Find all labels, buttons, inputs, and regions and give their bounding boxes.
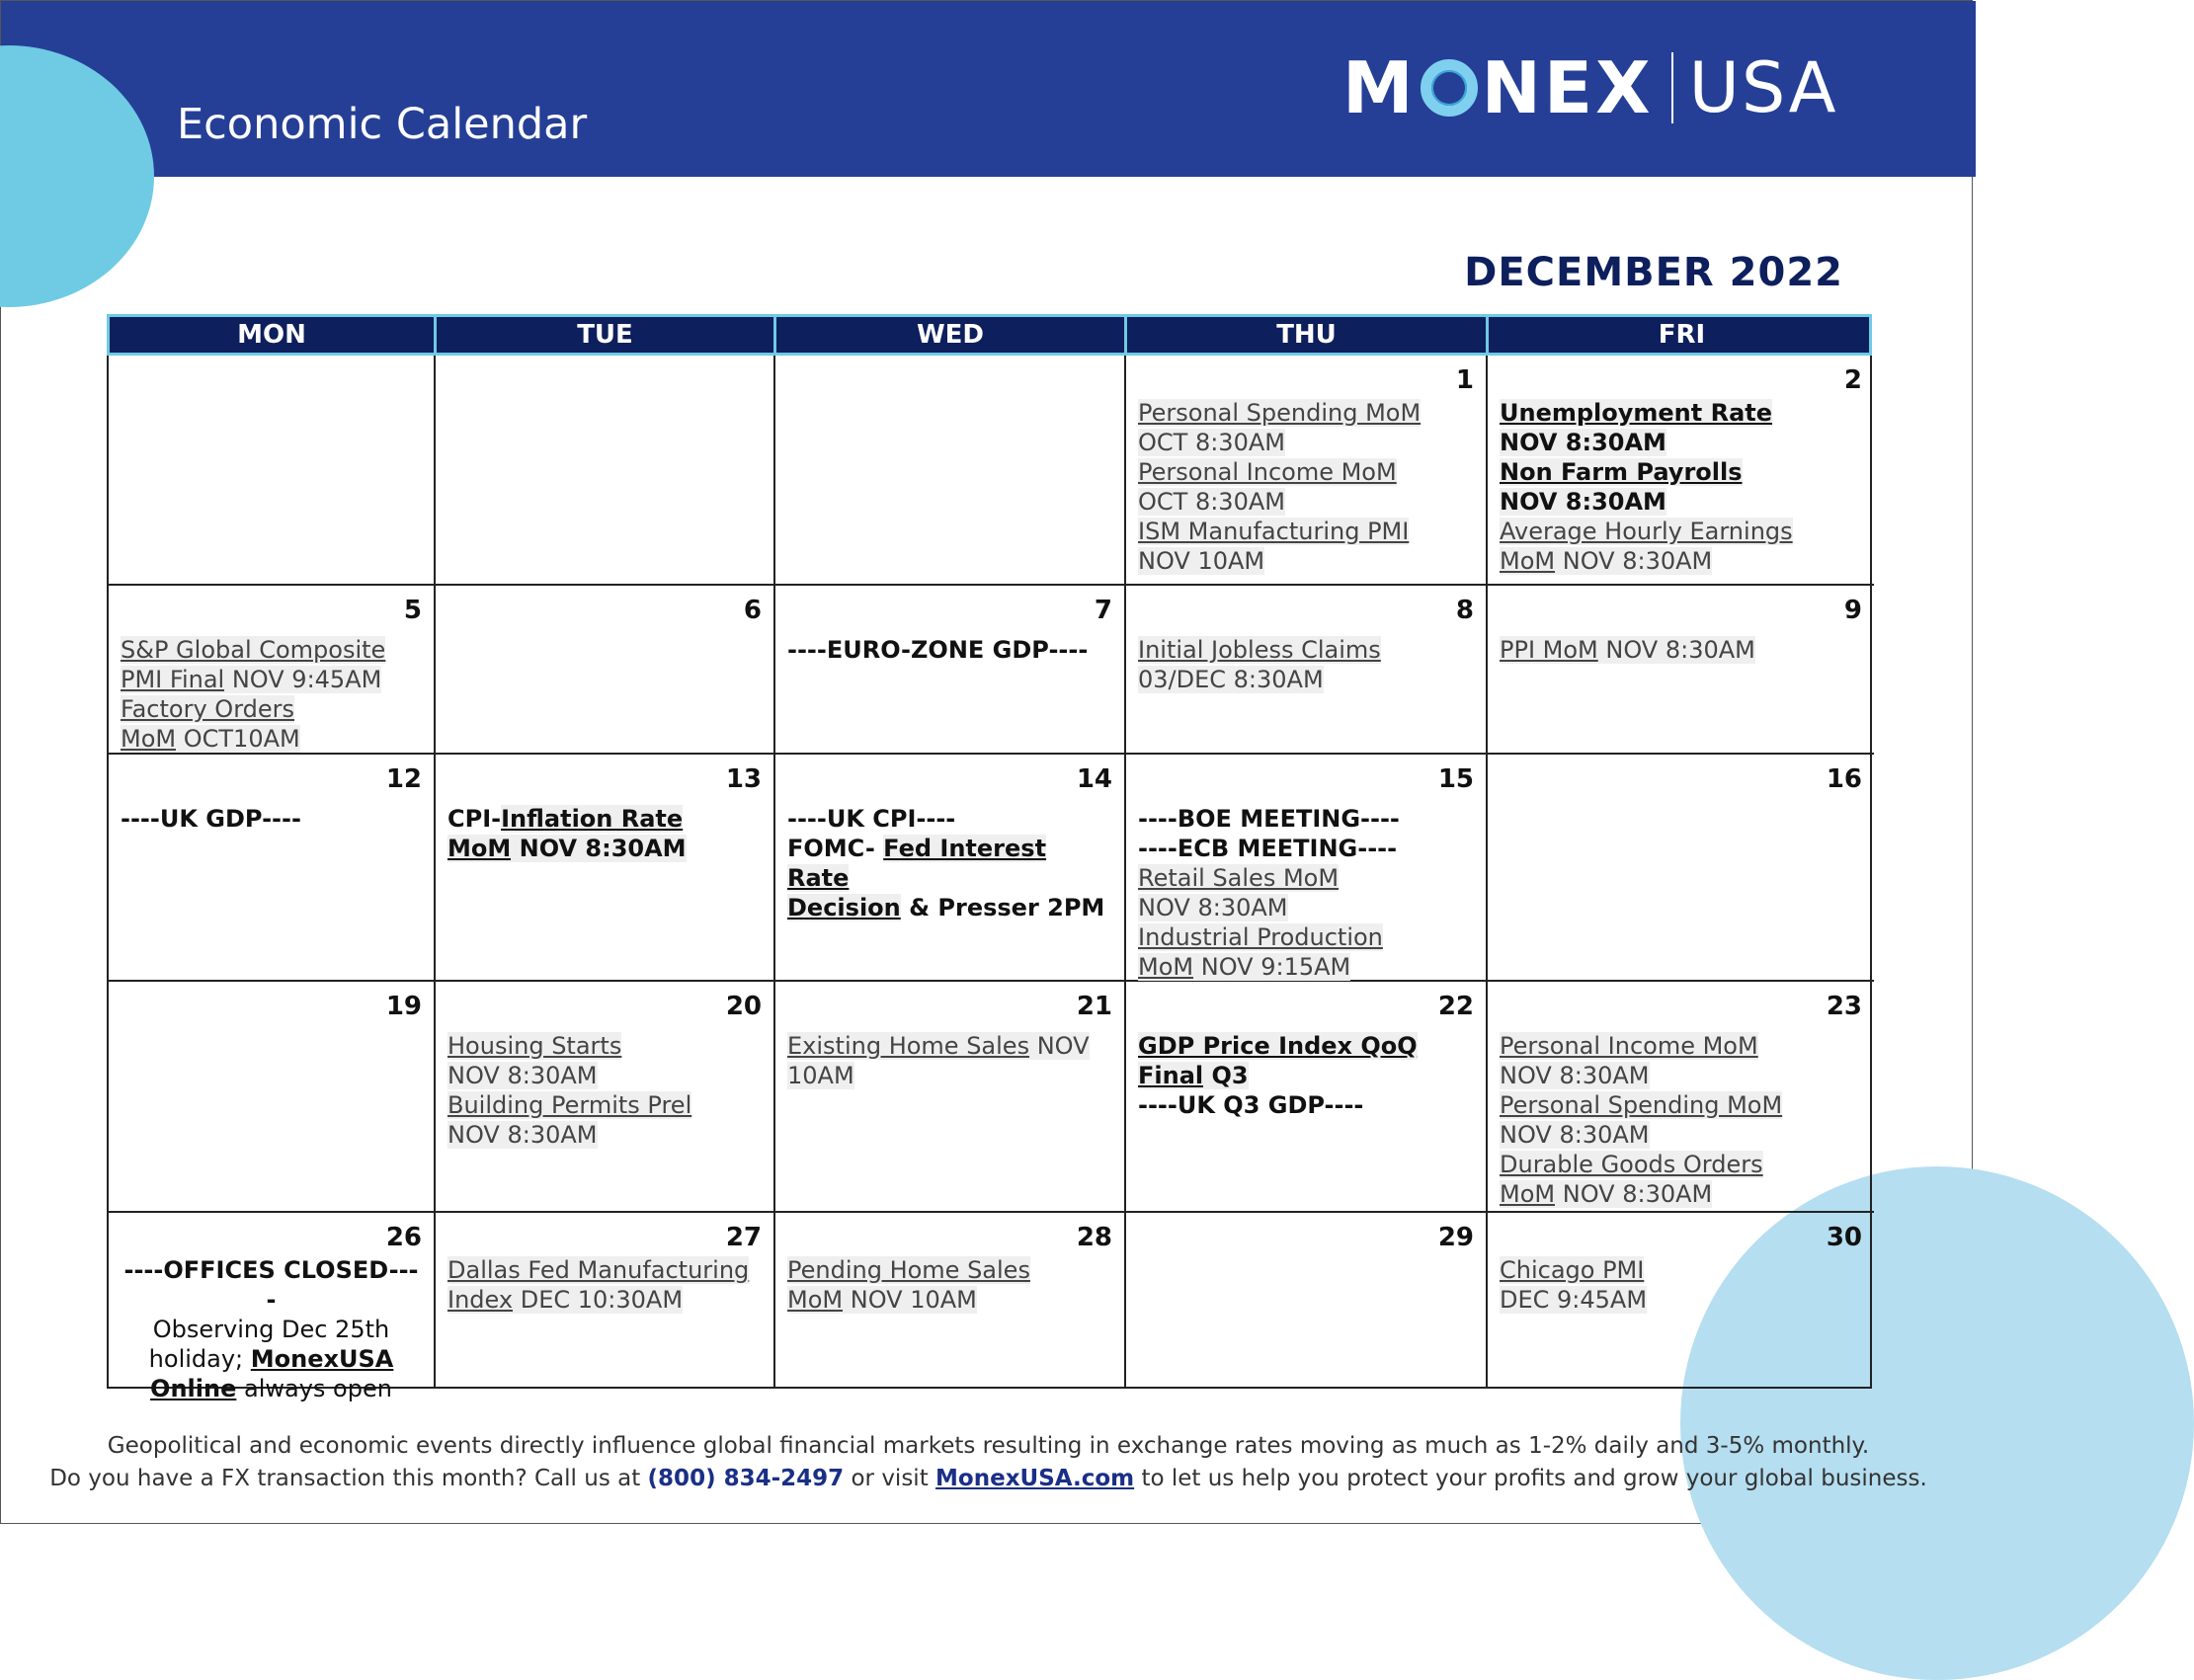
day-events: [121, 635, 422, 754]
event-time: 03/DEC 8:30AM: [1138, 666, 1324, 693]
event-link-chicago-pmi[interactable]: Chicago PMI: [1500, 1256, 1645, 1284]
day-cell-21: [775, 982, 1126, 1213]
event-time: NOV 8:30AM: [1500, 1121, 1650, 1149]
event-link-mom[interactable]: MoM: [1500, 1180, 1556, 1208]
day-cell-14: [775, 755, 1126, 982]
event-link-non-farm-payrolls[interactable]: Non Farm Payrolls: [1500, 458, 1743, 486]
day-number: 15: [1437, 764, 1474, 794]
event-link-mom[interactable]: MoM: [1138, 953, 1194, 981]
event-link-fed-interest-rate[interactable]: Fed Interest Rate: [787, 835, 1047, 892]
day-cell-9: [1488, 586, 1874, 755]
page-title: Economic Calendar: [177, 100, 588, 149]
day-cell-empty: [436, 356, 775, 586]
footer-line-1: Geopolitical and economic events directly influence global financial markets resulting in exchange rates moving as much as 1-2% daily and 3-5% monthly.: [107, 1433, 1870, 1459]
day-events: [1138, 398, 1474, 576]
day-number: 12: [385, 764, 422, 794]
day-cell-8: [1126, 586, 1488, 755]
day-events: [787, 635, 1112, 665]
event-presser: & Presser 2PM: [900, 894, 1105, 921]
calendar-grid: [107, 314, 1872, 1402]
day-events: [1500, 398, 1862, 576]
event-cpi-prefix: CPI-: [447, 805, 502, 833]
event-time: OCT10AM: [176, 725, 300, 753]
event-link-industrial-production[interactable]: Industrial Production: [1138, 923, 1383, 951]
calendar-header: [107, 314, 1872, 356]
event-link-dallas-fed-manufacturing[interactable]: Dallas Fed Manufacturing: [447, 1256, 750, 1284]
event-uk-cpi: ----UK CPI----: [787, 805, 956, 833]
day-number: 26: [385, 1223, 422, 1252]
event-note: Observing Dec 25th: [152, 1316, 390, 1343]
day-events: [1138, 1031, 1474, 1120]
website-link[interactable]: MonexUSA.com: [935, 1466, 1135, 1491]
event-time: NOV 8:30AM: [1500, 488, 1666, 516]
day-cell-5: [109, 586, 436, 755]
day-number: 9: [1843, 596, 1862, 625]
event-link-mom[interactable]: MoM: [121, 725, 177, 753]
event-time: NOV 8:30AM: [1597, 636, 1755, 664]
day-cell-empty: [775, 356, 1126, 586]
footer-text: to let us help you protect your profits and grow your global business.: [1134, 1466, 1927, 1491]
day-number: 16: [1826, 764, 1862, 794]
day-number: 7: [1094, 596, 1112, 625]
event-link-retail-sales[interactable]: Retail Sales MoM: [1138, 864, 1340, 892]
logo-divider: [1671, 52, 1673, 123]
event-note: holiday;: [148, 1345, 251, 1373]
weekday-fri: FRI: [1658, 320, 1706, 350]
day-cell-30: [1488, 1213, 1874, 1387]
day-events: [1138, 635, 1474, 694]
event-note: always open: [236, 1375, 392, 1402]
event-link-factory-orders[interactable]: Factory Orders: [121, 695, 295, 723]
event-time: NOV 8:30AM: [447, 1121, 598, 1149]
event-link-index[interactable]: Index: [447, 1286, 514, 1314]
event-link-initial-jobless-claims[interactable]: Initial Jobless Claims: [1138, 636, 1381, 664]
event-link-pending-home-sales[interactable]: Pending Home Sales: [787, 1256, 1030, 1284]
event-link-mom[interactable]: MoM: [787, 1286, 844, 1314]
event-time: NOV 9:15AM: [1193, 953, 1351, 981]
day-cell-19: [109, 982, 436, 1213]
event-time: NOV 9:45AM: [224, 666, 382, 693]
day-number: 14: [1076, 764, 1112, 794]
day-number: 22: [1437, 992, 1474, 1021]
day-cell-20: [436, 982, 775, 1213]
event-link-inflation-rate[interactable]: Inflation Rate: [501, 805, 684, 833]
day-cell-16: [1488, 755, 1874, 982]
footer: [1, 1430, 1976, 1495]
event-link-personal-spending[interactable]: Personal Spending MoM: [1138, 399, 1422, 427]
event-boe-meeting: ----BOE MEETING----: [1138, 805, 1400, 833]
day-cell-12: [109, 755, 436, 982]
day-cell-23: [1488, 982, 1874, 1213]
event-link-gdp-price-index[interactable]: GDP Price Index QoQ: [1138, 1032, 1418, 1060]
day-number: 20: [725, 992, 762, 1021]
day-events: [121, 804, 422, 834]
day-cell-6: [436, 586, 775, 755]
day-number: 30: [1826, 1223, 1862, 1252]
day-number: 28: [1076, 1223, 1112, 1252]
event-link-mom[interactable]: MoM: [1500, 547, 1556, 575]
event-time: NOV 10AM: [843, 1286, 977, 1314]
logo-text-left: M: [1342, 46, 1417, 129]
day-cell-22: [1126, 982, 1488, 1213]
event-link-sp-global-composite[interactable]: S&P Global Composite: [121, 636, 386, 664]
event-time: DEC 10:30AM: [513, 1286, 684, 1314]
footer-line-2: [1, 1463, 1976, 1495]
weekday-mon: MON: [110, 317, 437, 353]
day-events: [1500, 635, 1862, 665]
event-link-final[interactable]: Final: [1138, 1062, 1204, 1089]
day-events: [447, 1031, 762, 1150]
event-link-housing-starts[interactable]: Housing Starts: [447, 1032, 622, 1060]
day-number: 8: [1455, 596, 1474, 625]
event-link-ppi-mom[interactable]: PPI MoM: [1500, 636, 1598, 664]
day-cell-28: [775, 1213, 1126, 1387]
event-period: Q3: [1203, 1062, 1249, 1089]
day-number: 2: [1843, 365, 1862, 395]
day-cell-26: [109, 1213, 436, 1402]
day-number: 19: [385, 992, 422, 1021]
day-events: [787, 804, 1112, 922]
weekday-tue: TUE: [437, 317, 776, 353]
logo-subtext: USA: [1688, 47, 1838, 128]
day-events: [787, 1255, 1112, 1315]
event-time: NOV 8:30AM: [1555, 1180, 1713, 1208]
event-link-personal-income[interactable]: Personal Income MoM: [1138, 458, 1397, 486]
event-time: NOV 8:30AM: [1555, 547, 1713, 575]
month-title: DECEMBER 2022: [1464, 250, 1843, 295]
event-euro-zone-gdp: ----EURO-ZONE GDP----: [787, 636, 1089, 664]
day-cell-empty: [109, 356, 436, 586]
event-link-personal-income[interactable]: Personal Income MoM: [1500, 1032, 1758, 1060]
event-link-ism-manufacturing[interactable]: ISM Manufacturing PMI: [1138, 518, 1410, 545]
day-number: 21: [1076, 992, 1112, 1021]
event-link-personal-spending[interactable]: Personal Spending MoM: [1500, 1091, 1783, 1119]
day-number: 27: [725, 1223, 762, 1252]
online-link[interactable]: Online: [150, 1375, 237, 1402]
day-number: 1: [1455, 365, 1474, 395]
event-uk-q3-gdp: ----UK Q3 GDP----: [1138, 1091, 1364, 1119]
day-events: [447, 1255, 762, 1315]
event-link-decision[interactable]: Decision: [787, 894, 901, 921]
event-time: DEC 9:45AM: [1500, 1286, 1648, 1314]
event-time: NOV: [1029, 1032, 1090, 1060]
event-uk-gdp: ----UK GDP----: [121, 805, 301, 833]
event-link-mom[interactable]: MoM: [447, 835, 512, 862]
weekday-wed: WED: [776, 317, 1127, 353]
event-link-durable-goods-orders[interactable]: Durable Goods Orders: [1500, 1151, 1763, 1178]
day-cell-7: [775, 586, 1126, 755]
day-events: [447, 804, 762, 863]
day-events: [121, 1255, 422, 1403]
calendar-body: [107, 356, 1872, 1402]
day-cell-1: [1126, 356, 1488, 586]
day-number: 23: [1826, 992, 1862, 1021]
day-cell-15: [1126, 755, 1488, 982]
day-events: [787, 1031, 1112, 1090]
phone-link[interactable]: (800) 834-2497: [647, 1466, 845, 1491]
day-cell-13: [436, 755, 775, 982]
weekday-thu: THU: [1127, 317, 1489, 353]
monexusa-link[interactable]: MonexUSA: [250, 1345, 394, 1373]
event-link-unemployment-rate[interactable]: Unemployment Rate: [1500, 399, 1773, 427]
day-cell-29: [1126, 1213, 1488, 1387]
day-number: 13: [725, 764, 762, 794]
footer-text: or visit: [844, 1466, 936, 1491]
event-time: NOV 8:30AM: [1138, 894, 1288, 921]
logo-ring-icon: [1421, 59, 1478, 117]
event-time: OCT 8:30AM: [1138, 488, 1285, 516]
event-fomc-prefix: FOMC-: [787, 835, 884, 862]
day-events: [1500, 1255, 1862, 1315]
event-time: NOV 8:30AM: [447, 1062, 598, 1089]
day-number: 29: [1437, 1223, 1474, 1252]
event-time: NOV 8:30AM: [1500, 1062, 1650, 1089]
day-number: 6: [743, 596, 762, 625]
event-link-existing-home-sales[interactable]: Existing Home Sales: [787, 1032, 1030, 1060]
day-events: [1500, 1031, 1862, 1209]
event-time: NOV 8:30AM: [511, 835, 687, 862]
logo-text-right: NEX: [1481, 46, 1654, 129]
event-offices-closed: ----OFFICES CLOSED----: [123, 1256, 419, 1314]
logo-wordmark: [1342, 46, 1654, 129]
event-link-building-permits[interactable]: Building Permits Prel: [447, 1091, 692, 1119]
day-events: [1138, 804, 1474, 982]
event-time: NOV 8:30AM: [1500, 429, 1666, 456]
event-time: NOV 10AM: [1138, 547, 1265, 575]
footer-text: Do you have a FX transaction this month? Call us at: [49, 1466, 648, 1491]
day-cell-2: [1488, 356, 1874, 586]
event-time: 10AM: [787, 1062, 854, 1089]
event-ecb-meeting: ----ECB MEETING----: [1138, 835, 1398, 862]
day-number: 5: [403, 596, 422, 625]
monex-usa-logo: [1342, 48, 1837, 127]
event-link-pmi-final[interactable]: PMI Final: [121, 666, 225, 693]
event-time: OCT 8:30AM: [1138, 429, 1285, 456]
day-cell-27: [436, 1213, 775, 1387]
event-link-average-hourly-earnings[interactable]: Average Hourly Earnings: [1500, 518, 1793, 545]
